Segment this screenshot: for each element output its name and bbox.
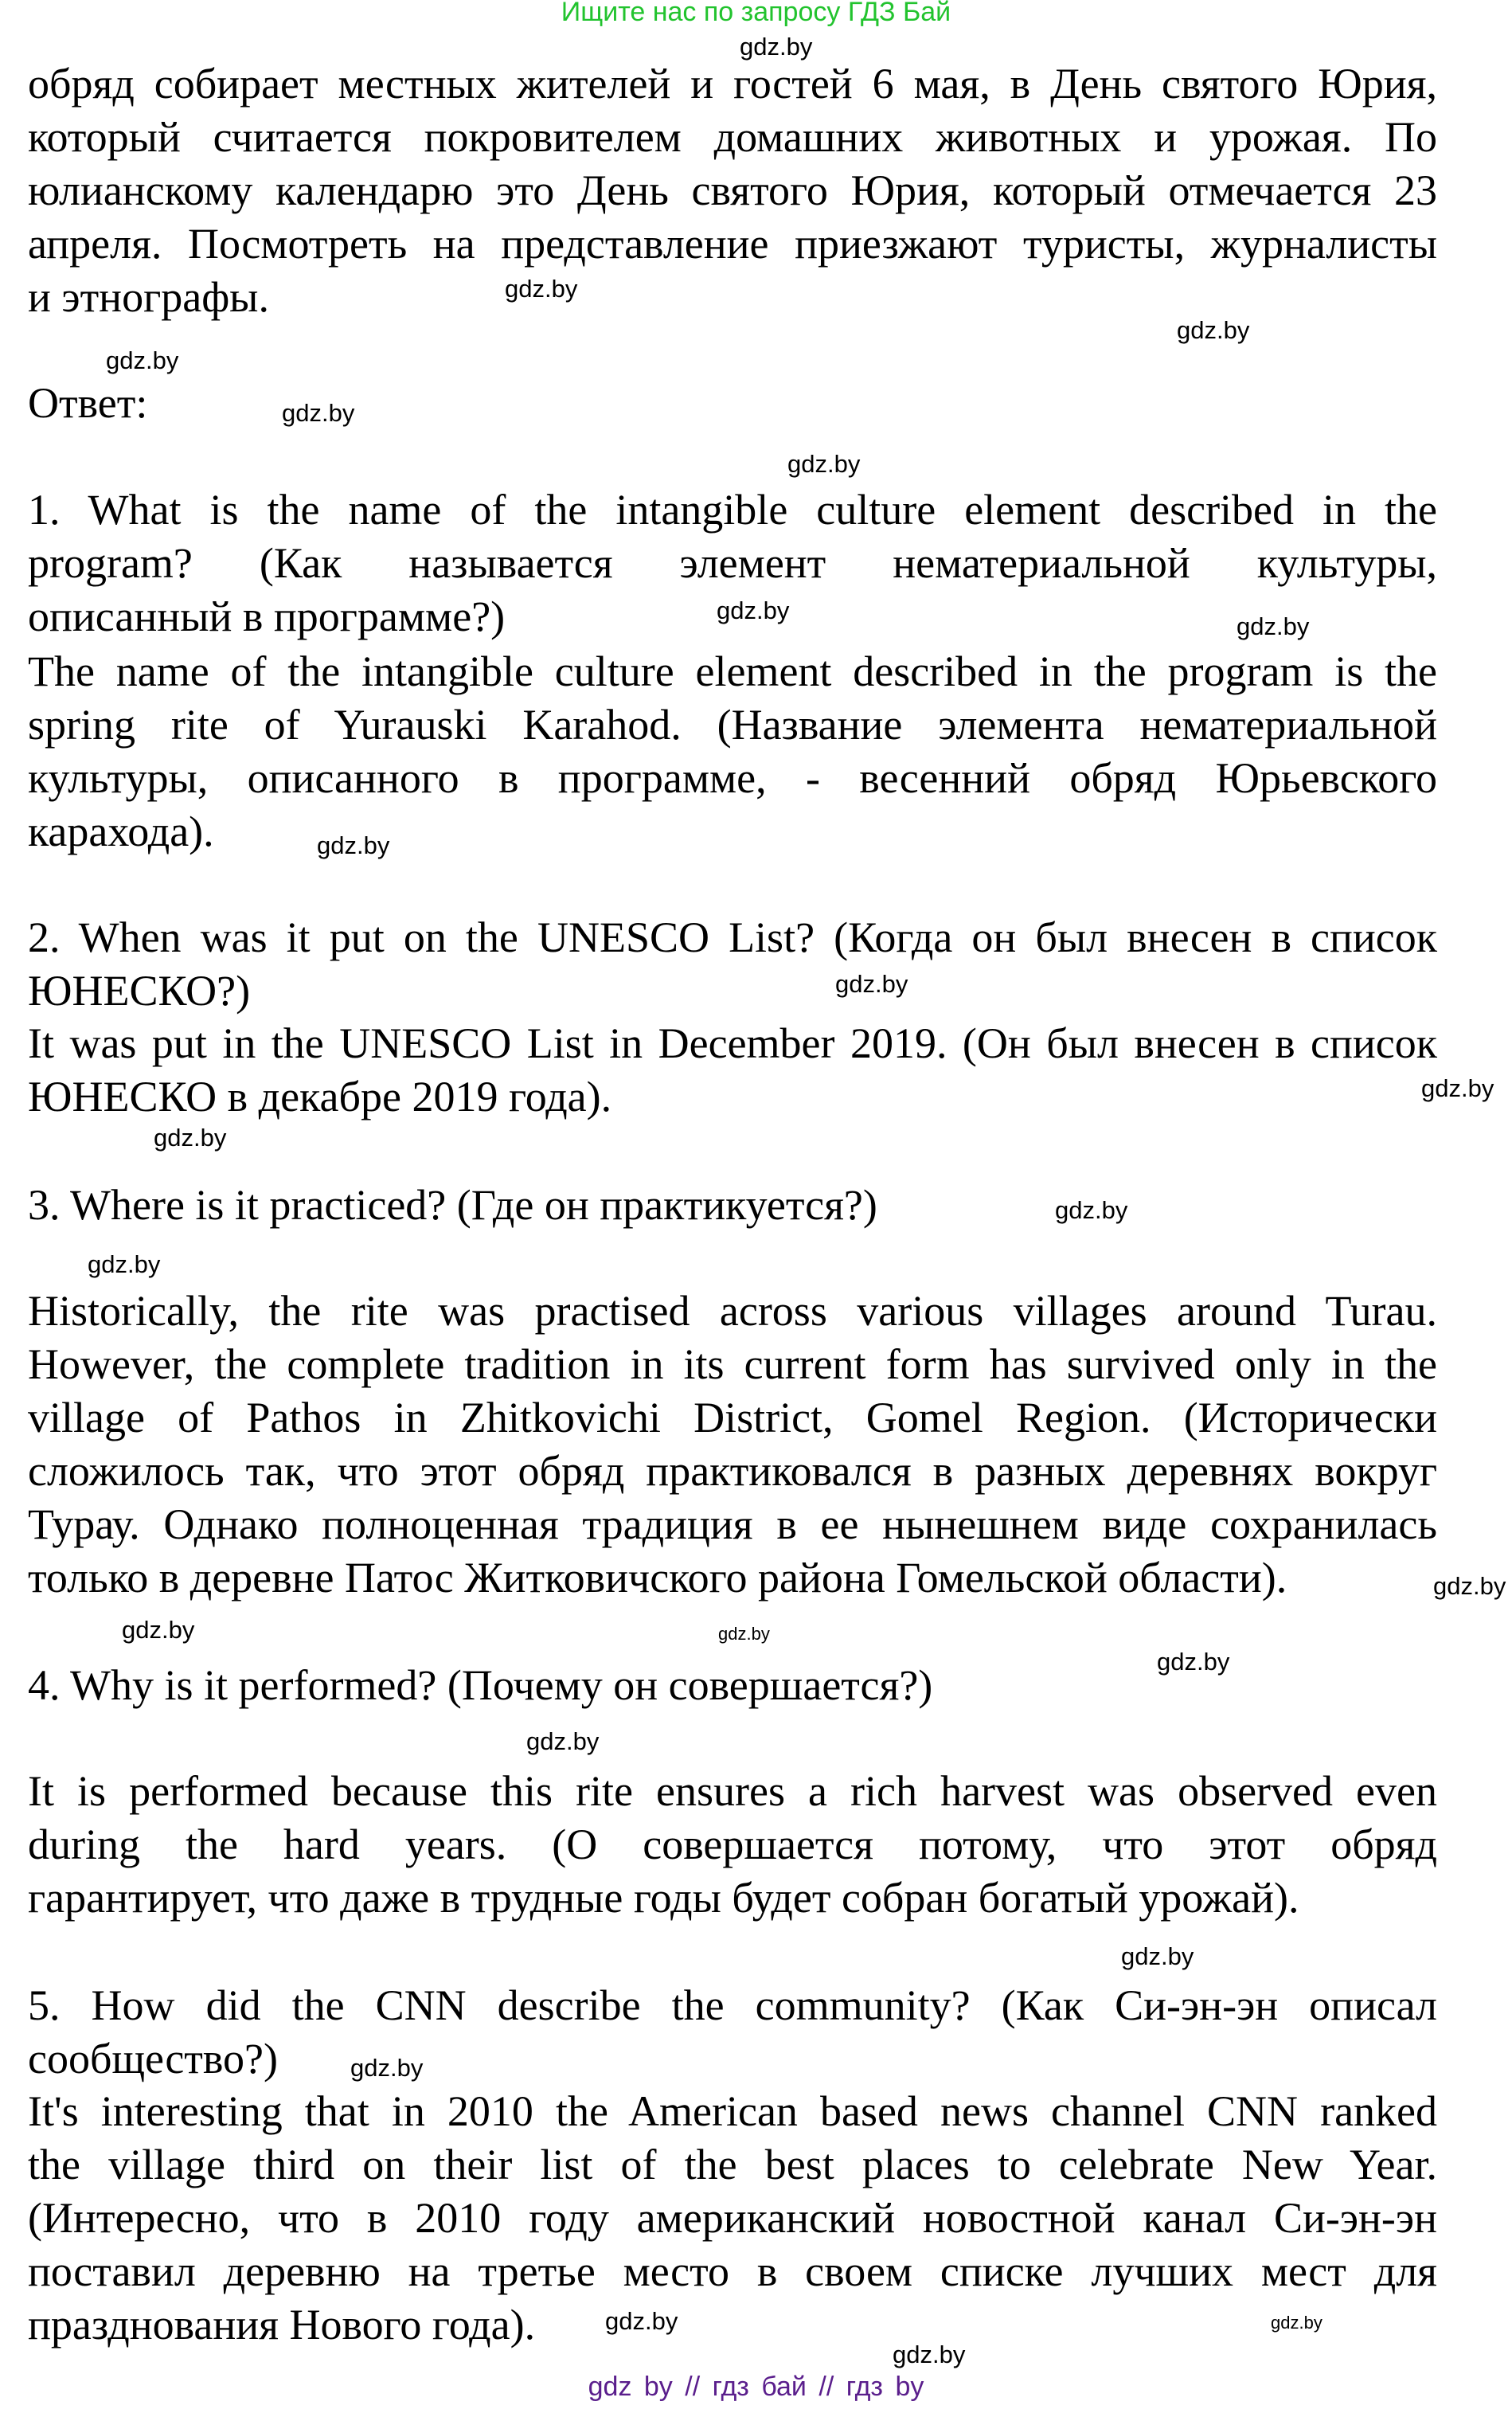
paragraph [28,377,1437,430]
text-line: сложилось так, что этот обряд практиковался в разных деревнях вокруг [28,1447,1437,1495]
text-line: только в деревне Патос Житковичского района Гомельской области). [28,1554,1287,1601]
text-line: Турау. Однако полноценная традиция в ее нынешнем виде сохранилась [28,1500,1437,1548]
watermark: gdz.by [787,450,861,478]
text-line: It is performed because this rite ensures a rich harvest was observed even [28,1767,1437,1815]
text-line: празднования Нового года). [28,2301,536,2348]
paragraph [28,1179,1437,1232]
watermark: gdz.by [835,970,908,998]
watermark: gdz.by [1121,1942,1194,1970]
text-line: 2. When was it put on the UNESCO List? (Когда он был внесен в список [28,913,1437,961]
watermark: gdz.by [1157,1648,1230,1676]
paragraph [28,911,1437,1018]
watermark: gdz.by [1421,1074,1494,1102]
text-line: 1. What is the name of the intangible culture element described in the [28,486,1437,534]
watermark: gdz.by [1055,1196,1128,1224]
text-line: Ответ: [28,379,148,427]
paragraph [28,645,1437,858]
watermark: gdz.by [106,346,179,374]
text-line: юлианскому календарю это День святого Юрия, который отмечается 23 [28,166,1437,214]
text-line: поставил деревню на третье место в своем списке лучших мест для [28,2247,1437,2295]
paragraph [28,57,1437,324]
search-banner: Ищите нас по запросу ГДЗ Бай [561,0,951,27]
watermark: gdz.by [505,275,578,303]
text-line: который считается покровителем домашних животных и урожая. По [28,113,1437,161]
watermark: gdz.by [718,1624,770,1644]
text-line: The name of the intangible culture element described in the program is the [28,647,1437,695]
watermark: gdz.by [1271,2313,1323,2333]
paragraph [28,1017,1437,1124]
text-line: It's interesting that in 2010 the American based news channel CNN ranked [28,2087,1437,2135]
footer-links[interactable]: gdz by // гдз бай // гдз by [588,2372,924,2402]
text-line: during the hard years. (О совершается потому, что этот обряд [28,1821,1437,1868]
text-line: However, the complete tradition in its current form has survived only in the [28,1340,1437,1388]
watermark: gdz.by [350,2054,424,2082]
text-line: описанный в программе?) [28,592,506,640]
text-line: ЮНЕСКО?) [28,967,251,1015]
text-line: Historically, the rite was practised across various villages around Turau. [28,1287,1437,1335]
watermark: gdz.by [154,1124,227,1152]
text-line: гарантирует, что даже в трудные годы будет собран богатый урожай). [28,1874,1299,1922]
watermark: gdz.by [317,831,390,859]
watermark: gdz.by [122,1616,195,1644]
text-line: the village third on their list of the best places to celebrate New Year. [28,2141,1437,2188]
text-line: spring rite of Yurauski Karahod. (Название элемента нематериальной [28,701,1437,749]
paragraph [28,1979,1437,2086]
text-line: апреля. Посмотреть на представление приезжают туристы, журналисты [28,220,1437,268]
text-line: program? (Как называется элемент нематериальной культуры, [28,539,1437,587]
watermark: gdz.by [717,596,790,624]
text-line: культуры, описанного в программе, - весенний обряд Юрьевского [28,754,1437,802]
text-line: 5. How did the CNN describe the community? (Как Си-эн-эн описал [28,1981,1437,2029]
text-line: (Интересно, что в 2010 году американский новостной канал Си-эн-эн [28,2194,1437,2242]
paragraph [28,1765,1437,1925]
watermark: gdz.by [605,2307,678,2335]
paragraph [28,1285,1437,1605]
text-line: обряд собирает местных жителей и гостей 6 мая, в День святого Юрия, [28,60,1437,108]
watermark: gdz.by [88,1250,161,1278]
text-line: 3. Where is it practiced? (Где он практикуется?) [28,1181,877,1229]
text-line: village of Pathos in Zhitkovichi District, Gomel Region. (Исторически [28,1394,1437,1441]
watermark: gdz.by [282,399,355,427]
watermark: gdz.by [1177,316,1250,344]
watermark: gdz.by [740,33,813,61]
text-line: сообщество?) [28,2035,278,2083]
text-line: It was put in the UNESCO List in December 2019. (Он был внесен в список [28,1019,1437,1067]
watermark: gdz.by [1433,1572,1506,1600]
watermark: gdz.by [1237,612,1310,640]
text-line: и этнографы. [28,273,269,321]
text-line: карахода). [28,808,214,855]
watermark: gdz.by [893,2341,966,2368]
paragraph [28,2085,1437,2352]
text-line: 4. Why is it performed? (Почему он совершается?) [28,1661,933,1709]
text-line: ЮНЕСКО в декабре 2019 года). [28,1073,612,1120]
watermark: gdz.by [526,1727,600,1755]
